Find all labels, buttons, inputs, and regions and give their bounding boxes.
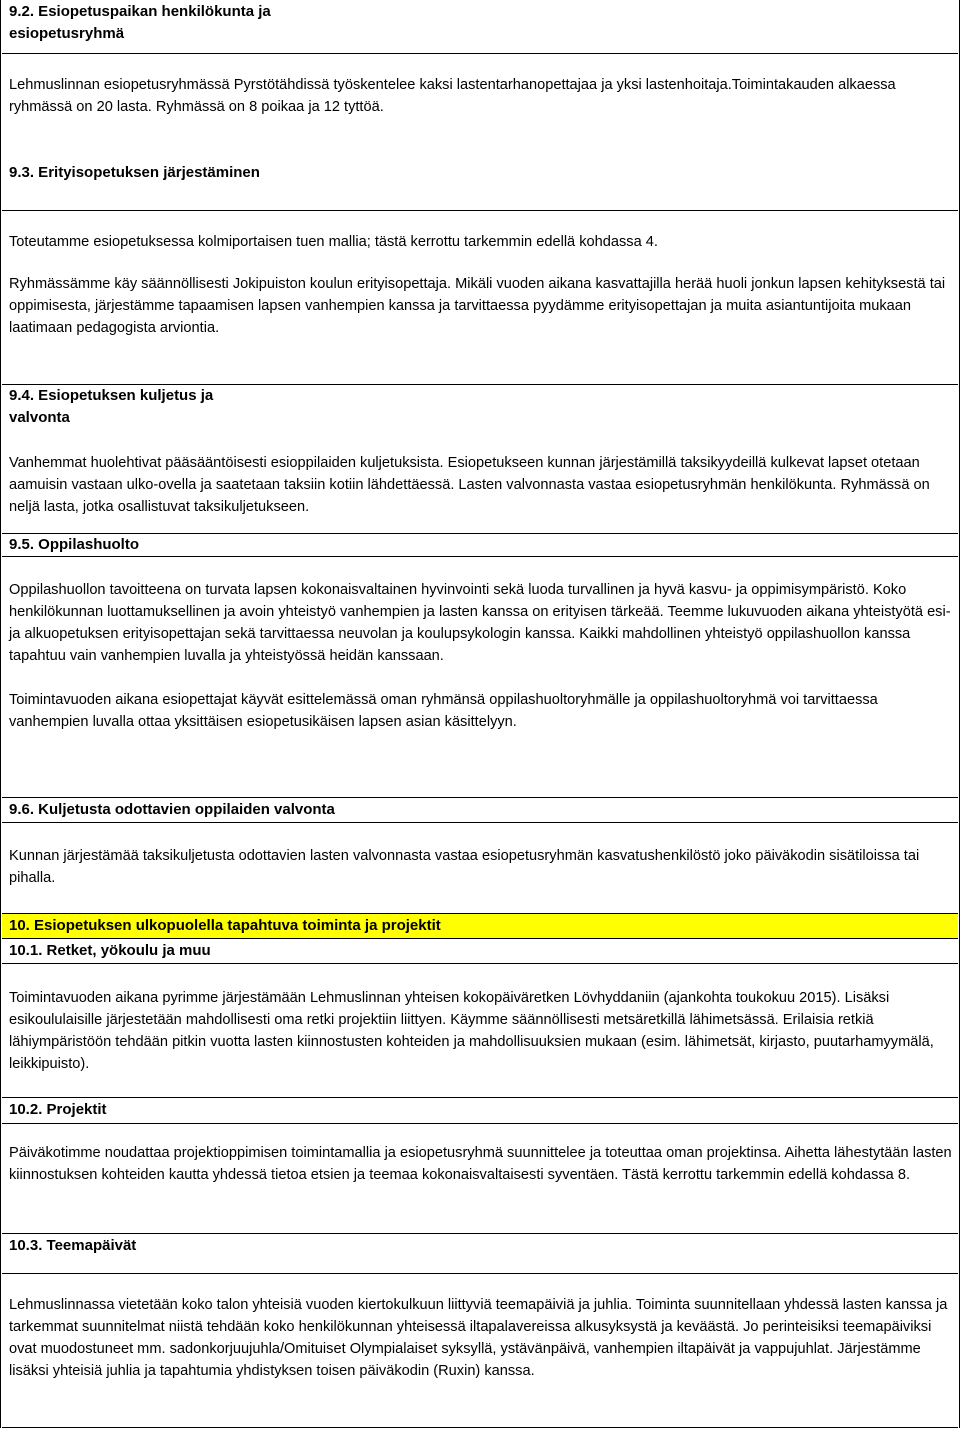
- paragraph: Ryhmässämme käy säännöllisesti Jokipuiston koulun erityisopettaja. Mikäli vuoden aikana kasvattajilla herää huoli jonkun lapsen kehityksestä tai oppimisesta, järjestämme tapaamisen lapsen vanhempien kanssa ja tarvittaessa pyydämme erityisopettajan ja muita asiantuntijoita mukaan laatimaan pedagogista arviontia.: [9, 276, 946, 336]
- section-9-6-heading-box: [2, 798, 958, 823]
- section-9-2-heading-box: [2, 0, 958, 54]
- paragraph: Oppilashuollon tavoitteena on turvata lapsen kokonaisvaltainen hyvinvointi sekä luoda turvallinen ja hyvä kasvu- ja oppimisympäristö. Koko henkilökunnan luottamuksellinen ja avoin yhteistyö vanhempien ja lasten kanssa on erityisen tärkeää. Teemme lukuvuoden aikana yhteistyötä esi- ja alkuopetuksen erityisopettajan sekä tarvittaessa neuvolan ja koulupsykologin kanssa. Kaikki mahdollinen yhteistyö oppilashuollon kanssa tapahtuu vain vanhempien luvalla ja yhteistyössä heidän kanssaan.: [9, 582, 951, 664]
- paragraph: Lehmuslinnassa vietetään koko talon yhteisiä vuoden kiertokulkuun liittyviä teemapäiviä ja juhlia. Toiminta suunnitellaan yhdessä lasten kanssa ja tarkemmat suunnitelmat niistä tehdään koko henkilökunnan yhteisessä iltapalavereissa alkusyksystä ja keväästä. Jo perinteisiksi teemapäiviksi ovat muodostuneet mm. sadonkorjuujuhla/Omituiset Olympialaiset syksyllä, ystävänpäivä, vanhempien iltapäivät ja vappujuhlat. Järjestämme lisäksi yhteisiä juhlia ja tapahtumia yhdistyksen toisen päiväkodin (Ruxin) kanssa.: [9, 1297, 948, 1379]
- section-9-5-heading-box: [2, 534, 958, 557]
- section-10-2-body-box: [2, 1124, 958, 1234]
- section-10-3-body-box: [2, 1274, 958, 1428]
- section-10-1-body-box: [2, 964, 958, 1098]
- section-9-2-body-box: [2, 54, 958, 154]
- paragraph: Toimintavuoden aikana esiopettajat käyvät esittelemässä oman ryhmänsä oppilashuoltoryhmälle ja oppilashuoltoryhmä voi tarvittaessa vanhempien luvalla ottaa yksittäisen esiopetusikäisen lapsen asian käsittelyyn.: [9, 692, 878, 730]
- section-heading: 9.5. Oppilashuolto: [9, 536, 140, 553]
- paragraph: Lehmuslinnan esiopetusryhmässä Pyrstötähdissä työskentelee kaksi lastentarhanopettajaa ja yksi lastenhoitaja.Toimintakauden alkaessa ryhmässä on 20 lasta. Ryhmässä on 8 poikaa ja 12 tyttöä.: [9, 77, 896, 115]
- paragraph: Päiväkotimme noudattaa projektioppimisen toimintamallia ja esiopetusryhmä suunnittelee ja toteuttaa oman projektinsa. Aihetta lähestytään lasten kiinnostuksen kohteiden kautta yhdessä tietoa etsien ja teemaa kokonaisvaltaisesti syventäen. Tästä kerrottu tarkemmin edellä kohdassa 8.: [9, 1145, 952, 1183]
- section-10-1-heading-box: [2, 939, 958, 964]
- section-9-6-body-box: [2, 823, 958, 914]
- section-body: [9, 1142, 952, 1186]
- section-9-3-heading-box: [2, 154, 958, 211]
- section-heading: 9.4. Esiopetuksen kuljetus ja valvonta: [9, 387, 214, 426]
- section-heading: 10.1. Retket, yökoulu ja muu: [9, 942, 211, 959]
- section-body: [9, 987, 952, 1075]
- section-heading: 9.2. Esiopetuspaikan henkilökunta ja esiopetusryhmä: [9, 3, 271, 42]
- section-9-5-body-box: [2, 557, 958, 798]
- section-body: [9, 1294, 952, 1382]
- section-heading: 10.2. Projektit: [9, 1101, 107, 1118]
- section-heading: 10. Esiopetuksen ulkopuolella tapahtuva toiminta ja projektit: [9, 917, 441, 934]
- section-heading: 10.3. Teemapäivät: [9, 1237, 137, 1254]
- section-9-3-body-box: [2, 211, 958, 385]
- section-body: [9, 231, 952, 339]
- section-heading: 9.6. Kuljetusta odottavien oppilaiden valvonta: [9, 801, 335, 818]
- section-10-heading-box: [2, 914, 958, 939]
- paragraph: Kunnan järjestämää taksikuljetusta odottavien lasten valvonnasta vastaa esiopetusryhmän kasvatushenkilöstö joko päiväkodin sisätiloissa tai pihalla.: [9, 848, 920, 886]
- section-body: [9, 452, 952, 518]
- paragraph: Toimintavuoden aikana pyrimme järjestämään Lehmuslinnan yhteisen kokopäiväretken Lövhyddaniin (ajankohta toukokuu 2015). Lisäksi esikoululaisille järjestetään mahdollisesti oma retki projektiin liittyen. Käymme säännöllisesti metsäretkillä lähimetsässä. Erilaisia retkiä lähiympäristöön tehdään pitkin vuotta lasten kiinnostusten kohteiden ja mahdollisuuksien mukaan (esim. lähimetsät, kirjasto, puutarhamyymälä, leikkipuisto).: [9, 990, 934, 1072]
- section-body: [9, 845, 952, 889]
- section-10-2-heading-box: [2, 1098, 958, 1124]
- paragraph: Toteutamme esiopetuksessa kolmiportaisen tuen mallia; tästä kerrottu tarkemmin edellä kohdassa 4.: [9, 234, 658, 250]
- section-10-3-heading-box: [2, 1234, 958, 1274]
- section-body: [9, 579, 952, 733]
- section-9-4-heading-box: [2, 385, 958, 437]
- section-body: [9, 74, 952, 118]
- section-9-4-body-box: [2, 437, 958, 534]
- section-heading: 9.3. Erityisopetuksen järjestäminen: [9, 164, 260, 181]
- paragraph: Vanhemmat huolehtivat pääsääntöisesti esioppilaiden kuljetuksista. Esiopetukseen kunnan järjestämillä taksikyydeillä kulkevat lapset otetaan aamuisin vastaan ulko-ovella ja saatetaan taksiin kotiin lähdettäessä. Lasten valvonnasta vastaa esiopetusryhmän henkilökunta. Ryhmässä on neljä lasta, jotka osallistuvat taksikuljetukseen.: [9, 455, 930, 515]
